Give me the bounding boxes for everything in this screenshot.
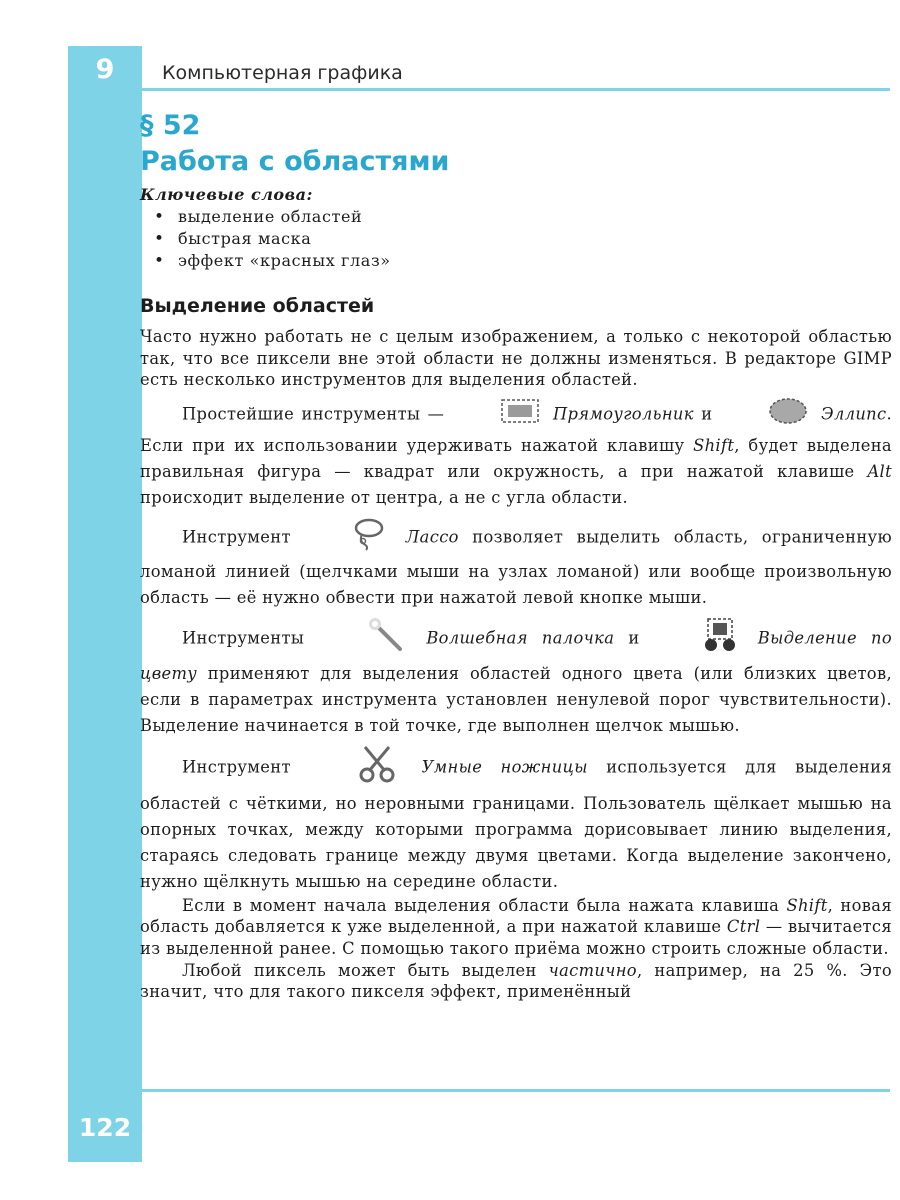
header-rule [142,88,890,91]
select-by-color-icon [660,617,738,661]
page-number-box [68,1092,142,1162]
magic-wand-icon [324,617,406,661]
keywords-list [140,206,892,272]
keywords-label: Ключевые слова: [140,185,313,204]
rect-select-icon [458,398,540,432]
footer-rule [142,1089,890,1092]
page-content [140,108,892,1003]
lasso-icon [310,517,386,559]
paragraph-number: § 52 [140,110,201,141]
paragraph-1: Часто нужно работать не с целым изображением, а только с некоторой областью так, что все пиксели вне этой области не должны изменяться. В редакторе GIMP есть несколько инструментов для выделения областей. [140,327,892,390]
ellipse-select-icon [726,397,808,433]
paragraph-2: Простейшие инструменты — Прямоугольник и Эллипс. Если при их использовании удерживать нажатой клавишу Shift, будет выделена правильная фигура — квадрат или окружность, а при нажатой клавише Alt происходит выделение от центра, а не с угла области. [140,397,892,511]
keyword-item: • эффект «красных глаз» [154,250,892,272]
keyword-item: • быстрая маска [154,228,892,250]
chapter-number: 9 [95,53,115,85]
lesson-title: Работа с областями [140,146,450,177]
paragraph-4: Инструменты Волшебная палочка и Выделение по цвету применяют для выделения областей одного цвета (или близких цветов, если в параметрах инструмента установлен ненулевой порог чувствительности). Выделение начинается в той точке, где выполнен щелчок мышью. [140,617,892,739]
chapter-number-tab [68,46,142,92]
page-margin [0,0,68,1200]
paragraph-3: Инструмент Лассо позволяет выделить область, ограниченную ломаной линией (щелчками мыши на узлах ломаной) или вообще произвольную область — её нужно обвести при нажатой левой кнопке мыши. [140,517,892,611]
paragraph-6: Если в момент начала выделения области была нажата клавиша Shift, новая область добавляется к уже выделенной, а при нажатой клавише Ctrl — вычитается из выделенной ранее. С помощью такого приёма можно строить сложные области. [140,895,892,958]
keyword-item: • выделение областей [154,206,892,228]
scissors-icon [315,745,397,791]
paragraph-5: Инструмент Умные ножницы используется для выделения областей с чёткими, но неровными границами. Пользователь щёлкает мышью на опорных точках, между которыми программа дорисовывает линию выделения, стараясь следовать границе между двумя цветами. Когда выделение закончено, нужно щёлкнуть мышью на середине области. [140,745,892,895]
page-number: 122 [78,1112,132,1142]
paragraph-7: Любой пиксель может быть выделен частично, например, на 25 %. Это значит, что для такого пикселя эффект, применённый [140,960,892,1002]
section-heading: Выделение областей [140,295,375,317]
side-strip [68,92,142,1092]
chapter-title: Компьютерная графика [162,62,403,84]
